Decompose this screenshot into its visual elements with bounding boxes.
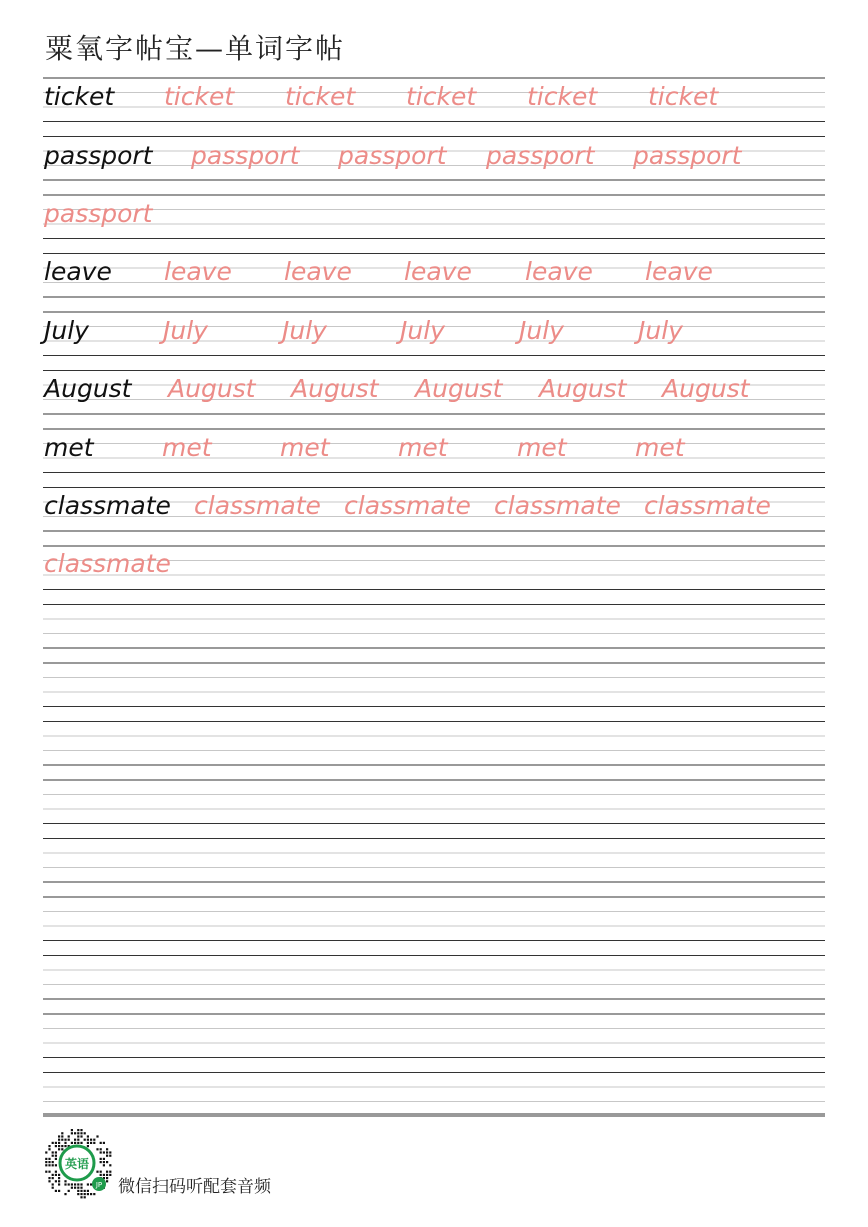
qr-corner-label: JP	[95, 1181, 103, 1189]
model-word: August	[44, 374, 132, 403]
footer-caption: 微信扫码听配套音频	[118, 1177, 271, 1197]
model-word: ticket	[44, 82, 115, 111]
model-word: classmate	[44, 491, 171, 520]
trace-word: met	[517, 433, 567, 462]
trace-word: leave	[404, 257, 472, 286]
trace-word: passport	[633, 141, 742, 170]
trace-word: August	[291, 374, 379, 403]
model-word: July	[44, 316, 89, 345]
trace-word: leave	[645, 257, 713, 286]
trace-word: classmate	[344, 491, 471, 520]
trace-word: ticket	[527, 82, 598, 111]
trace-word: July	[163, 316, 208, 345]
trace-word: leave	[164, 257, 232, 286]
trace-word: July	[638, 316, 683, 345]
trace-word: classmate	[494, 491, 621, 520]
trace-word: August	[168, 374, 256, 403]
model-word: leave	[44, 257, 112, 286]
trace-word: met	[635, 433, 685, 462]
trace-word: passport	[191, 141, 300, 170]
trace-word: passport	[44, 199, 153, 228]
trace-word: August	[415, 374, 503, 403]
trace-word: July	[282, 316, 327, 345]
trace-word: passport	[486, 141, 595, 170]
qr-badge-label: 英语	[64, 1157, 90, 1171]
trace-word: August	[662, 374, 750, 403]
model-word: passport	[44, 141, 153, 170]
trace-word: ticket	[285, 82, 356, 111]
page-title: 粟氧字帖宝—单词字帖	[45, 32, 346, 65]
trace-word: leave	[284, 257, 352, 286]
trace-word: July	[519, 316, 564, 345]
trace-word: ticket	[164, 82, 235, 111]
trace-word: July	[400, 316, 445, 345]
model-word: met	[44, 433, 94, 462]
trace-word: met	[162, 433, 212, 462]
trace-word: classmate	[644, 491, 771, 520]
trace-word: classmate	[194, 491, 321, 520]
trace-word: ticket	[406, 82, 477, 111]
trace-word: August	[539, 374, 627, 403]
trace-word: met	[280, 433, 330, 462]
trace-word: passport	[338, 141, 447, 170]
trace-word: ticket	[648, 82, 719, 111]
trace-word: leave	[525, 257, 593, 286]
trace-word: met	[398, 433, 448, 462]
qr-code-icon	[40, 1127, 114, 1201]
trace-word: classmate	[44, 549, 171, 578]
